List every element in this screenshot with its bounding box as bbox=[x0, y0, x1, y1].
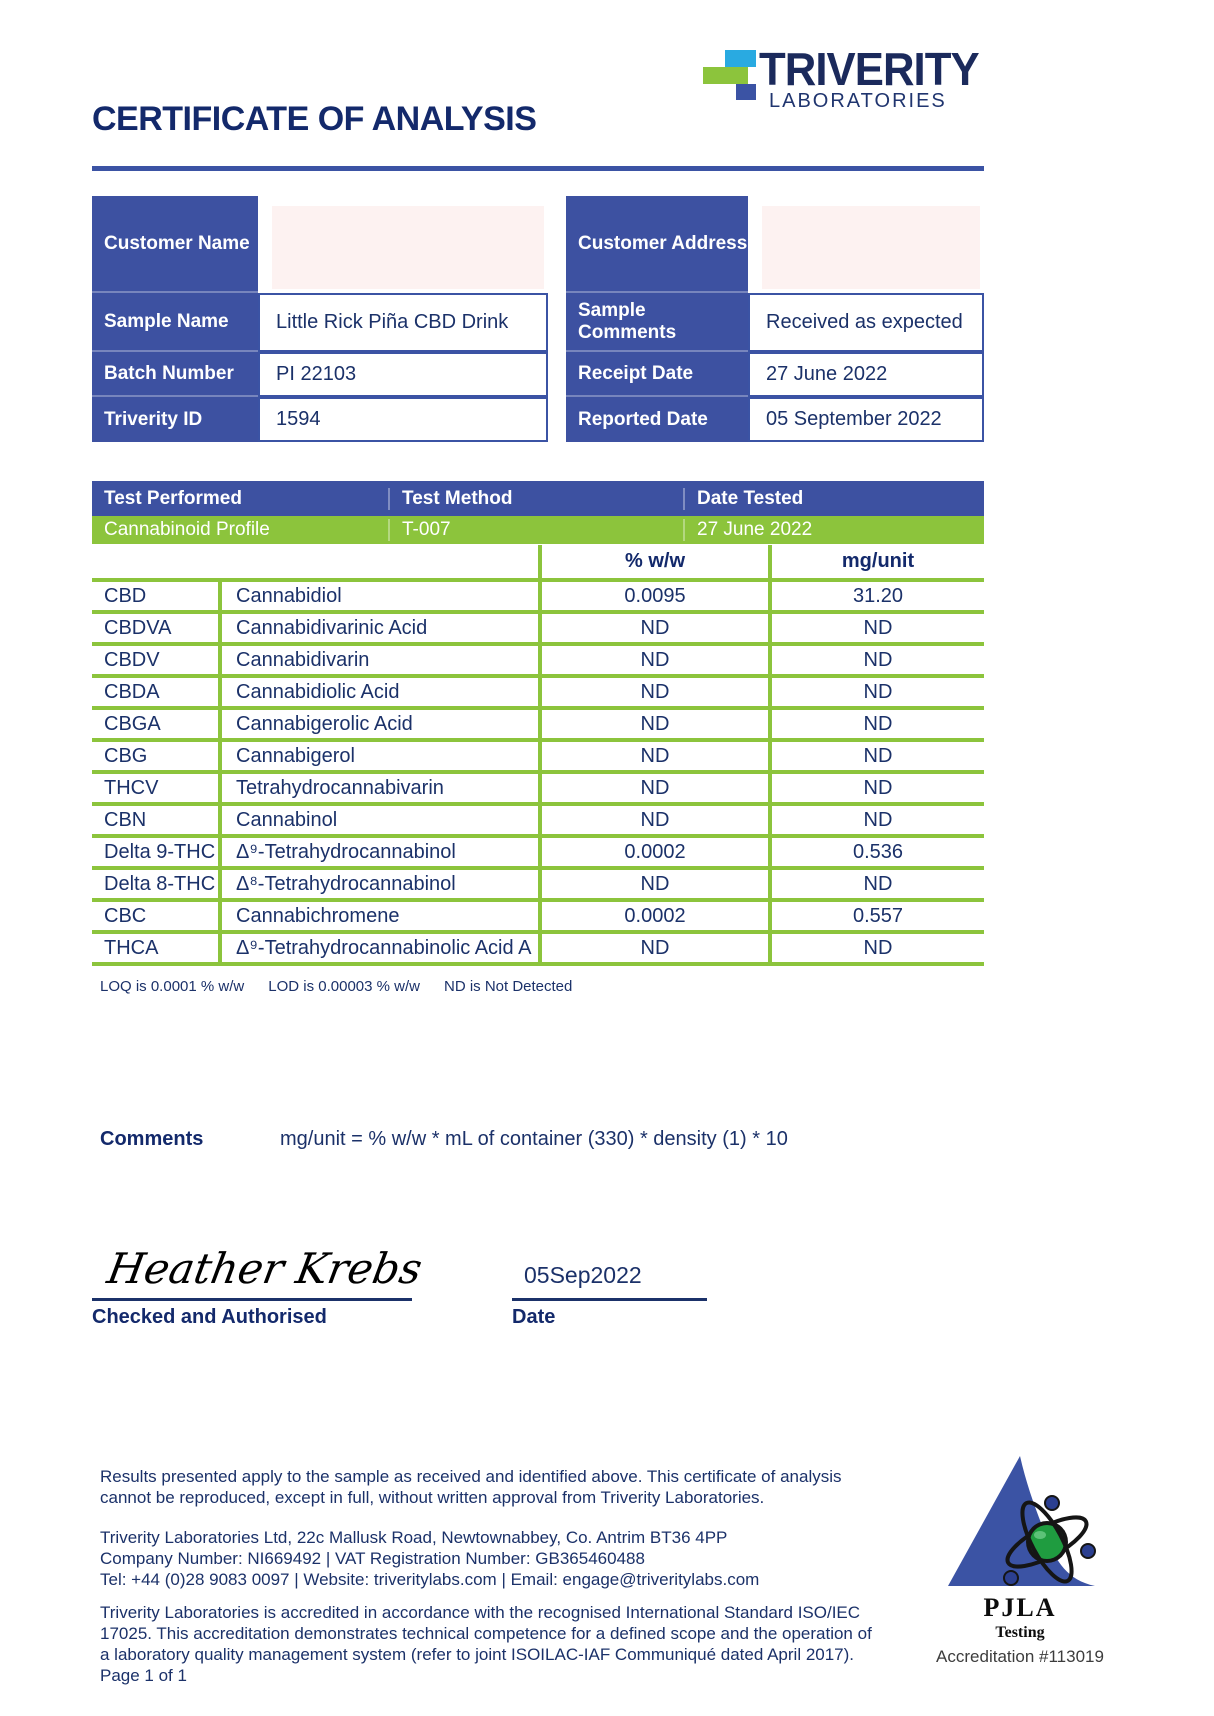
cannabinoid-results-table bbox=[92, 545, 984, 966]
info-value: PI 22103 bbox=[258, 352, 548, 397]
footer-disclaimer: Results presented apply to the sample as received and identified above. This certificate of analysis cannot be reproduced, except in full, without written approval from Triverity Laboratories. bbox=[100, 1467, 842, 1508]
ww-value: ND bbox=[538, 934, 768, 962]
pjla-accreditation-block bbox=[925, 1454, 1115, 1667]
logo-company-name: TRIVERITY bbox=[759, 43, 979, 95]
test-performed-value: Cannabinoid Profile bbox=[104, 519, 270, 540]
date-underline bbox=[512, 1298, 707, 1301]
test-table-header bbox=[92, 481, 984, 516]
redacted-block bbox=[762, 206, 980, 289]
test-method-header: Test Method bbox=[388, 488, 683, 510]
cannabinoid-name: Cannabidiol bbox=[218, 582, 538, 610]
cannabinoid-abbr: CBDVA bbox=[104, 616, 172, 639]
cannabinoid-name: Cannabichromene bbox=[218, 902, 538, 930]
mg-value: ND bbox=[768, 646, 984, 674]
result-row bbox=[92, 742, 984, 774]
footer-accreditation-text: Triverity Laboratories is accredited in accordance with the recognised International Standard ISO/IEC 17025. This accreditation demonstrates technical competence for a defined scope and the operation of a laboratory quality management system (refer to joint ISOILAC-IAF Communiqué dated April 2017). bbox=[100, 1603, 872, 1665]
signature-date-value: 05Sep2022 bbox=[524, 1262, 642, 1288]
info-label: Batch Number bbox=[92, 352, 258, 397]
logo-company-subtitle: LABORATORIES bbox=[769, 90, 947, 112]
ww-value: 0.0095 bbox=[538, 582, 768, 610]
cannabinoid-abbr: CBGA bbox=[104, 712, 161, 735]
result-row bbox=[92, 678, 984, 710]
mg-value: ND bbox=[768, 614, 984, 642]
ww-value: ND bbox=[538, 742, 768, 770]
test-performed-table bbox=[92, 481, 984, 544]
lod-note: LOD is 0.00003 % w/w bbox=[268, 978, 420, 995]
info-value: 1594 bbox=[258, 397, 548, 442]
mg-value: ND bbox=[768, 742, 984, 770]
nd-note: ND is Not Detected bbox=[443, 978, 573, 995]
info-value: 05 September 2022 bbox=[748, 397, 984, 442]
info-gap bbox=[548, 352, 566, 397]
info-label: Receipt Date bbox=[566, 352, 748, 397]
info-value-redacted bbox=[258, 196, 548, 293]
cannabinoid-name: Cannabidivarinic Acid bbox=[218, 614, 538, 642]
info-gap bbox=[548, 196, 566, 293]
pjla-accreditation-number: Accreditation #113019 bbox=[936, 1647, 1104, 1666]
test-table-row bbox=[92, 516, 984, 544]
ww-value: ND bbox=[538, 646, 768, 674]
sample-info-table bbox=[92, 196, 984, 442]
result-row bbox=[92, 838, 984, 870]
cannabinoid-abbr: CBD bbox=[104, 584, 147, 607]
mg-value: ND bbox=[768, 934, 984, 962]
result-row bbox=[92, 870, 984, 902]
pjla-name: PJLA bbox=[983, 1593, 1057, 1622]
signature-underline bbox=[92, 1298, 412, 1301]
mg-value: ND bbox=[768, 774, 984, 802]
ww-column-header: % w/w bbox=[538, 545, 768, 578]
loq-note: LOQ is 0.0001 % w/w bbox=[100, 978, 245, 995]
cannabinoid-name: Cannabigerol bbox=[218, 742, 538, 770]
cannabinoid-abbr: Delta 9-THC bbox=[104, 840, 216, 863]
cannabinoid-abbr: CBC bbox=[104, 904, 147, 927]
signature-label: Checked and Authorised bbox=[92, 1306, 327, 1328]
cannabinoid-abbr: THCA bbox=[104, 936, 159, 959]
logo-block-green bbox=[703, 67, 748, 84]
ww-value: 0.0002 bbox=[538, 902, 768, 930]
logo-block-lightblue bbox=[725, 50, 756, 67]
date-label: Date bbox=[512, 1306, 556, 1328]
info-value-redacted bbox=[748, 196, 984, 293]
redacted-block bbox=[272, 206, 544, 289]
footer-address: Triverity Laboratories Ltd, 22c Mallusk Road, Newtownabbey, Co. Antrim BT36 4PP bbox=[100, 1528, 728, 1547]
page-number: Page 1 of 1 bbox=[100, 1666, 187, 1685]
ww-value: ND bbox=[538, 614, 768, 642]
ww-value: ND bbox=[538, 710, 768, 738]
info-label: Sample Comments bbox=[566, 293, 748, 352]
footer-company-block bbox=[100, 1527, 880, 1590]
mg-value: ND bbox=[768, 710, 984, 738]
result-row bbox=[92, 934, 984, 966]
footer-company-numbers: Company Number: NI669492 | VAT Registration Number: GB365460488 bbox=[100, 1549, 645, 1569]
footer-contact: Tel: +44 (0)28 9083 0097 | Website: triveritylabs.com | Email: engage@triveritylabs.com bbox=[100, 1570, 760, 1590]
ww-value: 0.0002 bbox=[538, 838, 768, 866]
logo-block-navy bbox=[736, 84, 756, 100]
pjla-type: Testing bbox=[995, 1624, 1045, 1641]
mg-value: ND bbox=[768, 870, 984, 898]
info-value: Received as expected bbox=[748, 293, 984, 352]
result-row bbox=[92, 614, 984, 646]
test-method-value: T-007 bbox=[388, 519, 683, 541]
ww-value: ND bbox=[538, 774, 768, 802]
result-row bbox=[92, 902, 984, 934]
info-value: 27 June 2022 bbox=[748, 352, 984, 397]
cannabinoid-abbr: CBG bbox=[104, 744, 148, 767]
cannabinoid-name: Cannabigerolic Acid bbox=[218, 710, 538, 738]
comments-label: Comments bbox=[100, 1128, 204, 1150]
info-label: Customer Address bbox=[566, 196, 748, 293]
signature-handwriting: Heather Krebs bbox=[103, 1244, 426, 1293]
cannabinoid-name: Δ⁸-Tetrahydrocannabinol bbox=[218, 870, 538, 898]
cannabinoid-abbr: THCV bbox=[104, 776, 159, 799]
results-header-row bbox=[92, 545, 984, 582]
cannabinoid-name: Cannabinol bbox=[218, 806, 538, 834]
info-label: Triverity ID bbox=[92, 397, 258, 442]
pjla-logo-icon bbox=[935, 1454, 1105, 1592]
cannabinoid-abbr: Delta 8-THC bbox=[104, 872, 216, 895]
cannabinoid-name: Cannabidiolic Acid bbox=[218, 678, 538, 706]
cannabinoid-abbr: CBN bbox=[104, 808, 147, 831]
cannabinoid-name: Δ⁹-Tetrahydrocannabinolic Acid A bbox=[218, 934, 538, 962]
info-gap bbox=[548, 397, 566, 442]
ww-value: ND bbox=[538, 870, 768, 898]
date-tested-header: Date Tested bbox=[683, 488, 984, 510]
result-row bbox=[92, 806, 984, 838]
mg-column-header: mg/unit bbox=[768, 545, 984, 578]
test-performed-header: Test Performed bbox=[104, 487, 242, 509]
ww-value: ND bbox=[538, 678, 768, 706]
info-gap bbox=[548, 293, 566, 352]
mg-value: ND bbox=[768, 806, 984, 834]
cannabinoid-abbr: CBDA bbox=[104, 680, 160, 703]
mg-value: 31.20 bbox=[768, 582, 984, 610]
mg-value: 0.536 bbox=[768, 838, 984, 866]
results-header-spacer bbox=[92, 545, 538, 578]
info-label: Sample Name bbox=[92, 293, 258, 352]
mg-value: 0.557 bbox=[768, 902, 984, 930]
page-title: CERTIFICATE OF ANALYSIS bbox=[92, 100, 537, 138]
ww-value: ND bbox=[538, 806, 768, 834]
mg-value: ND bbox=[768, 678, 984, 706]
cannabinoid-abbr: CBDV bbox=[104, 648, 160, 671]
title-divider bbox=[92, 166, 984, 171]
result-row bbox=[92, 710, 984, 742]
info-label: Reported Date bbox=[566, 397, 748, 442]
comments-value: mg/unit = % w/w * mL of container (330) * density (1) * 10 bbox=[280, 1128, 788, 1150]
cannabinoid-name: Δ⁹-Tetrahydrocannabinol bbox=[218, 838, 538, 866]
cannabinoid-name: Tetrahydrocannabivarin bbox=[218, 774, 538, 802]
triverity-logo-icon bbox=[703, 50, 751, 102]
info-label: Customer Name bbox=[92, 196, 258, 293]
cannabinoid-name: Cannabidivarin bbox=[218, 646, 538, 674]
detection-limits-note bbox=[100, 978, 596, 995]
info-value: Little Rick Piña CBD Drink bbox=[258, 293, 548, 352]
date-tested-value: 27 June 2022 bbox=[683, 519, 984, 541]
result-row bbox=[92, 774, 984, 806]
result-row bbox=[92, 582, 984, 614]
result-row bbox=[92, 646, 984, 678]
